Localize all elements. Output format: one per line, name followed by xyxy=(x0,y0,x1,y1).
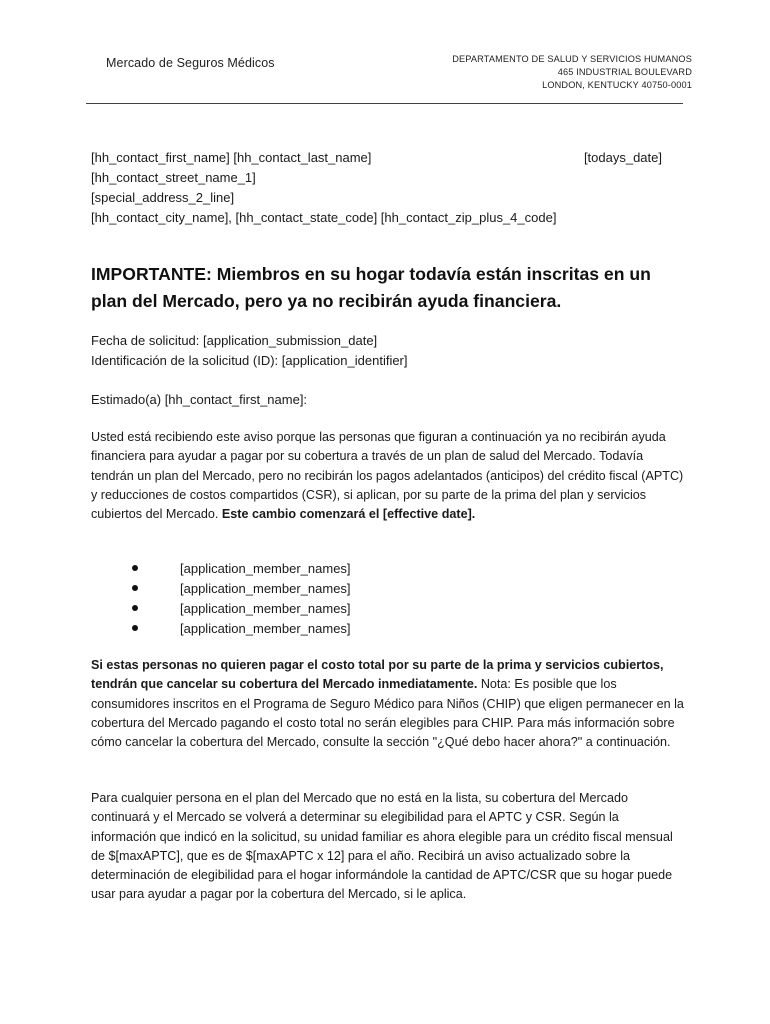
sender-address-block xyxy=(452,53,692,93)
list-item xyxy=(130,599,351,619)
brand-name: Mercado de Seguros Médicos xyxy=(106,56,275,70)
list-item xyxy=(130,559,351,579)
department-name: DEPARTAMENTO DE SALUD Y SERVICIOS HUMANOS xyxy=(452,54,692,64)
paragraph-1-text: Usted está recibiendo este aviso porque las personas que figuran a continuación ya no recibirán ayuda financiera para ayudar a pagar por su cobertura a través de un plan de salud del Mercado. Todavía tendrán un plan del Mercado, pero no recibirán los pagos adelantados (anticipos) del crédito fiscal (APTC) y reducciones de costos compartidos (CSR), si aplican, por su parte de la prima del plan y servicios cubiertos del Mercado. xyxy=(91,430,684,522)
list-item xyxy=(130,579,351,599)
notice-paragraph-2 xyxy=(91,656,687,752)
header-divider xyxy=(86,103,683,104)
salutation: Estimado(a) [hh_contact_first_name]: xyxy=(91,392,308,407)
member-name: [application_member_names] xyxy=(180,621,351,636)
notice-title: IMPORTANTE: Miembros en su hogar todavía están inscritas en un plan del Mercado, pero ya no recibirán ayuda financiera. xyxy=(91,264,651,311)
application-submission-date: Fecha de solicitud: [application_submission_date] xyxy=(91,333,378,348)
chip-note: Nota: Es posible que los consumidores inscritos en el Programa de Seguro Médico para Niños (CHIP) que eligen permanecer en la cobertura del Mercado pagando el costo total no serán elegibles para CHIP. Para más información sobre cómo cancelar la cobertura del Mercado, consulte la sección "¿Qué debo hacer ahora?" a continuación. xyxy=(91,677,684,750)
member-name: [application_member_names] xyxy=(180,561,351,576)
recipient-city-state-zip: [hh_contact_city_name], [hh_contact_state_code] [hh_contact_zip_plus_4_code] xyxy=(91,210,557,225)
cancel-coverage-warning: Si estas personas no quieren pagar el costo total por su parte de la prima y servicios cubiertos, tendrán que cancelar su cobertura del Mercado inmediatamente. xyxy=(91,658,664,692)
recipient-street: [hh_contact_street_name_1] xyxy=(91,170,256,185)
notice-paragraph-1 xyxy=(91,428,687,524)
list-item xyxy=(130,619,351,639)
member-name: [application_member_names] xyxy=(180,581,351,596)
application-info xyxy=(91,331,408,371)
recipient-address-2: [special_address_2_line] xyxy=(91,190,235,205)
bullet-icon xyxy=(132,625,138,631)
effective-date-statement: Este cambio comenzará el [effective date]. xyxy=(221,507,476,522)
application-identifier: Identificación de la solicitud (ID): [application_identifier] xyxy=(91,353,408,368)
bullet-icon xyxy=(132,585,138,591)
recipient-name: [hh_contact_first_name] [hh_contact_last_name] xyxy=(91,150,372,165)
sender-address-line-1: 465 INDUSTRIAL BOULEVARD xyxy=(557,67,692,78)
notice-paragraph-3: Para cualquier persona en el plan del Mercado que no está en la lista, su cobertura del Mercado continuará y el Mercado se volverá a determinar su elegibilidad para el APTC y CSR. Según la información que indicó en la solicitud, su unidad familiar es ahora elegible para un crédito fiscal mensual de $[maxAPTC], que es de $[maxAPTC x 12] para el año. Recibirá un aviso actualizado sobre la determinación de elegibilidad para el hogar informándole la cantidad de APTC/CSR que su hogar puede usar para ayudar a pagar por la cobertura del Mercado, si le aplica. xyxy=(91,791,673,902)
member-list xyxy=(130,559,351,639)
letter-date: [todays_date] xyxy=(583,150,662,165)
member-name: [application_member_names] xyxy=(180,601,351,616)
sender-address-line-2: LONDON, KENTUCKY 40750-0001 xyxy=(542,80,692,91)
bullet-icon xyxy=(132,565,138,571)
bullet-icon xyxy=(132,605,138,611)
